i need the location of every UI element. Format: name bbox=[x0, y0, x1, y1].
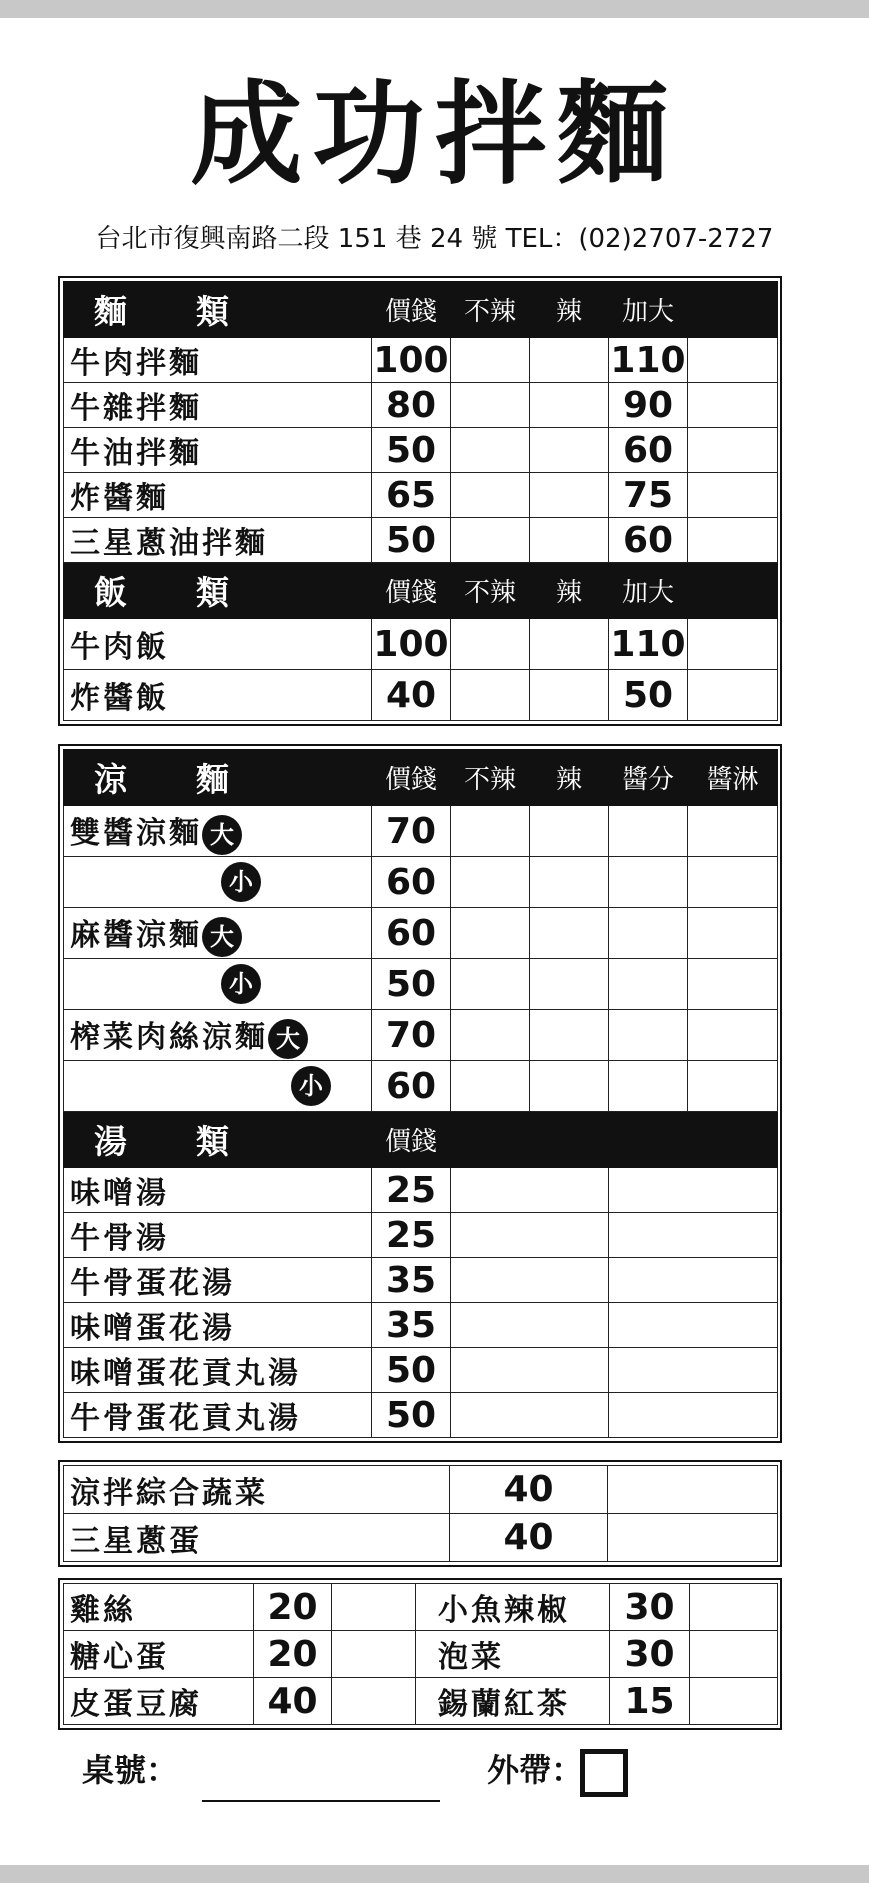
col-blank bbox=[688, 282, 778, 338]
item-name: 牛骨湯 bbox=[64, 1213, 372, 1258]
size-large-badge: 大 bbox=[268, 1019, 308, 1059]
item-name bbox=[64, 857, 372, 908]
item-price: 50 bbox=[372, 1348, 451, 1393]
menu-row bbox=[64, 428, 778, 473]
order-cell[interactable] bbox=[451, 1393, 609, 1438]
sauce-poured-cell[interactable] bbox=[688, 959, 778, 1010]
not-spicy-cell[interactable] bbox=[451, 857, 530, 908]
item-name bbox=[64, 1010, 372, 1061]
order-cell[interactable] bbox=[451, 1258, 609, 1303]
noodle-header-row bbox=[64, 282, 778, 338]
menu-row bbox=[64, 1466, 778, 1514]
menu-row bbox=[64, 670, 778, 721]
large-price: 110 bbox=[609, 619, 688, 670]
order-cell[interactable] bbox=[451, 1168, 609, 1213]
col-not-spicy: 不辣 bbox=[451, 282, 530, 338]
sauce-separate-cell[interactable] bbox=[609, 857, 688, 908]
item-name: 涼拌綜合蔬菜 bbox=[64, 1466, 450, 1514]
item-name: 牛骨蛋花湯 bbox=[64, 1258, 372, 1303]
footer bbox=[82, 1745, 583, 1791]
item-name: 三星蔥油拌麵 bbox=[64, 518, 372, 563]
order-cell[interactable] bbox=[609, 1348, 778, 1393]
not-spicy-cell[interactable] bbox=[451, 383, 530, 428]
item-price: 60 bbox=[372, 1061, 451, 1112]
size-large-badge: 大 bbox=[202, 917, 242, 957]
qty-cell[interactable] bbox=[332, 1678, 416, 1725]
item-price: 60 bbox=[372, 857, 451, 908]
col-blank bbox=[688, 563, 778, 619]
item-price: 40 bbox=[254, 1678, 332, 1725]
order-cell[interactable] bbox=[451, 1348, 609, 1393]
veg-section bbox=[58, 1460, 782, 1567]
item-price: 35 bbox=[372, 1303, 451, 1348]
header-blank bbox=[451, 1112, 778, 1168]
item-name: 炸醬飯 bbox=[64, 670, 372, 721]
col-price: 價錢 bbox=[372, 750, 451, 806]
item-name bbox=[64, 959, 372, 1010]
noodle-category-title: 麵 類 bbox=[64, 282, 372, 338]
item-name bbox=[64, 1061, 372, 1112]
spicy-cell[interactable] bbox=[530, 670, 609, 721]
item-name: 錫蘭紅茶 bbox=[416, 1678, 610, 1725]
menu-row bbox=[64, 1213, 778, 1258]
sauce-poured-cell[interactable] bbox=[688, 1010, 778, 1061]
spicy-cell[interactable] bbox=[530, 518, 609, 563]
item-name: 味噌湯 bbox=[64, 1168, 372, 1213]
item-price: 25 bbox=[372, 1168, 451, 1213]
spicy-cell[interactable] bbox=[530, 428, 609, 473]
menu-row bbox=[64, 1010, 778, 1061]
qty-cell[interactable] bbox=[688, 619, 778, 670]
sauce-poured-cell[interactable] bbox=[688, 857, 778, 908]
spicy-cell[interactable] bbox=[530, 1061, 609, 1112]
bottom-border-bar bbox=[0, 1865, 869, 1883]
item-name: 小魚辣椒 bbox=[416, 1584, 610, 1631]
spicy-cell[interactable] bbox=[530, 959, 609, 1010]
rice-header-row bbox=[64, 563, 778, 619]
item-name: 牛骨蛋花貢丸湯 bbox=[64, 1393, 372, 1438]
order-cell[interactable] bbox=[451, 1303, 609, 1348]
spicy-cell[interactable] bbox=[530, 806, 609, 857]
item-name: 糖心蛋 bbox=[64, 1631, 254, 1678]
sauce-poured-cell[interactable] bbox=[688, 908, 778, 959]
not-spicy-cell[interactable] bbox=[451, 806, 530, 857]
item-name: 炸醬麵 bbox=[64, 473, 372, 518]
item-price: 20 bbox=[254, 1584, 332, 1631]
item-price: 100 bbox=[372, 619, 451, 670]
soup-header-row bbox=[64, 1112, 778, 1168]
menu-row bbox=[64, 1631, 778, 1678]
sauce-separate-cell[interactable] bbox=[609, 1010, 688, 1061]
item-name: 牛雜拌麵 bbox=[64, 383, 372, 428]
order-cell[interactable] bbox=[609, 1393, 778, 1438]
qty-cell[interactable] bbox=[608, 1514, 778, 1562]
spicy-cell[interactable] bbox=[530, 1010, 609, 1061]
not-spicy-cell[interactable] bbox=[451, 959, 530, 1010]
col-price: 價錢 bbox=[372, 1112, 451, 1168]
not-spicy-cell[interactable] bbox=[451, 619, 530, 670]
not-spicy-cell[interactable] bbox=[451, 670, 530, 721]
spicy-cell[interactable] bbox=[530, 473, 609, 518]
cold-soup-section bbox=[58, 744, 782, 1443]
item-price: 70 bbox=[372, 806, 451, 857]
col-spicy: 辣 bbox=[530, 750, 609, 806]
order-cell[interactable] bbox=[451, 1213, 609, 1258]
item-price: 35 bbox=[372, 1258, 451, 1303]
menu-row bbox=[64, 1514, 778, 1562]
menu-row bbox=[64, 1678, 778, 1725]
menu-row bbox=[64, 338, 778, 383]
size-small-badge: 小 bbox=[291, 1066, 331, 1106]
menu-row bbox=[64, 857, 778, 908]
menu-row bbox=[64, 806, 778, 857]
qty-cell[interactable] bbox=[332, 1584, 416, 1631]
item-price: 50 bbox=[372, 428, 451, 473]
item-name: 皮蛋豆腐 bbox=[64, 1678, 254, 1725]
cold-item-name: 麻醬涼麵 bbox=[70, 917, 202, 953]
qty-cell[interactable] bbox=[332, 1631, 416, 1678]
menu-row bbox=[64, 1348, 778, 1393]
cold-category-title: 涼 麵 bbox=[64, 750, 372, 806]
cold-item-name: 雙醬涼麵 bbox=[70, 815, 202, 851]
spicy-cell[interactable] bbox=[530, 338, 609, 383]
item-price: 65 bbox=[372, 473, 451, 518]
large-price: 60 bbox=[609, 518, 688, 563]
not-spicy-cell[interactable] bbox=[451, 338, 530, 383]
qty-cell[interactable] bbox=[690, 1584, 778, 1631]
item-name: 味噌蛋花貢丸湯 bbox=[64, 1348, 372, 1393]
not-spicy-cell[interactable] bbox=[451, 518, 530, 563]
menu-row bbox=[64, 1168, 778, 1213]
sauce-separate-cell[interactable] bbox=[609, 806, 688, 857]
sides-section bbox=[58, 1578, 782, 1730]
spicy-cell[interactable] bbox=[530, 619, 609, 670]
item-price: 30 bbox=[610, 1584, 690, 1631]
size-small-badge: 小 bbox=[221, 964, 261, 1004]
menu-row bbox=[64, 959, 778, 1010]
qty-cell[interactable] bbox=[688, 518, 778, 563]
menu-row bbox=[64, 619, 778, 670]
item-price: 80 bbox=[372, 383, 451, 428]
qty-cell[interactable] bbox=[688, 473, 778, 518]
qty-cell[interactable] bbox=[608, 1466, 778, 1514]
col-large: 加大 bbox=[609, 282, 688, 338]
item-price: 50 bbox=[372, 518, 451, 563]
shop-address: 台北市復興南路二段 151 巷 24 號 TEL：(02)2707-2727 bbox=[95, 224, 774, 254]
item-name: 泡菜 bbox=[416, 1631, 610, 1678]
order-cell[interactable] bbox=[609, 1303, 778, 1348]
not-spicy-cell[interactable] bbox=[451, 1061, 530, 1112]
col-sauce-separate: 醬分 bbox=[609, 750, 688, 806]
col-large: 加大 bbox=[609, 563, 688, 619]
menu-row bbox=[64, 473, 778, 518]
qty-cell[interactable] bbox=[690, 1678, 778, 1725]
order-cell[interactable] bbox=[609, 1168, 778, 1213]
large-price: 110 bbox=[610, 339, 686, 381]
not-spicy-cell[interactable] bbox=[451, 1010, 530, 1061]
menu-row bbox=[64, 1584, 778, 1631]
col-price: 價錢 bbox=[372, 282, 451, 338]
menu-row bbox=[64, 1258, 778, 1303]
order-cell[interactable] bbox=[609, 1258, 778, 1303]
col-not-spicy: 不辣 bbox=[451, 750, 530, 806]
menu-row bbox=[64, 908, 778, 959]
menu-row bbox=[64, 1303, 778, 1348]
large-price: 90 bbox=[609, 383, 688, 428]
sauce-poured-cell[interactable] bbox=[688, 806, 778, 857]
noodle-rice-section bbox=[58, 276, 782, 726]
item-price: 60 bbox=[372, 908, 451, 959]
not-spicy-cell[interactable] bbox=[451, 473, 530, 518]
cold-header-row bbox=[64, 750, 778, 806]
item-price: 100 bbox=[373, 339, 449, 381]
table-number-field[interactable] bbox=[202, 1800, 440, 1802]
takeout-checkbox[interactable] bbox=[580, 1749, 628, 1797]
item-price: 25 bbox=[372, 1213, 451, 1258]
item-name: 味噌蛋花湯 bbox=[64, 1303, 372, 1348]
soup-category-title: 湯 類 bbox=[64, 1112, 372, 1168]
col-price: 價錢 bbox=[372, 563, 451, 619]
menu-row bbox=[64, 518, 778, 563]
item-price: 40 bbox=[450, 1466, 608, 1514]
menu-row bbox=[64, 1393, 778, 1438]
item-name: 牛油拌麵 bbox=[64, 428, 372, 473]
qty-cell[interactable] bbox=[688, 338, 778, 383]
table-number-label: 桌號： bbox=[82, 1751, 179, 1789]
item-name: 牛肉飯 bbox=[64, 619, 372, 670]
large-price: 60 bbox=[609, 428, 688, 473]
item-name: 雞絲 bbox=[64, 1584, 254, 1631]
item-name: 牛肉拌麵 bbox=[64, 338, 372, 383]
item-name bbox=[64, 908, 372, 959]
spicy-cell[interactable] bbox=[530, 857, 609, 908]
sauce-separate-cell[interactable] bbox=[609, 1061, 688, 1112]
cold-item-name: 榨菜肉絲涼麵 bbox=[70, 1019, 268, 1055]
menu-row bbox=[64, 383, 778, 428]
sauce-separate-cell[interactable] bbox=[609, 959, 688, 1010]
item-price: 30 bbox=[610, 1631, 690, 1678]
col-spicy: 辣 bbox=[530, 282, 609, 338]
size-large-badge: 大 bbox=[202, 815, 242, 855]
col-sauce-poured: 醬淋 bbox=[688, 750, 778, 806]
order-cell[interactable] bbox=[609, 1213, 778, 1258]
item-price: 50 bbox=[372, 1393, 451, 1438]
spicy-cell[interactable] bbox=[530, 908, 609, 959]
sauce-separate-cell[interactable] bbox=[609, 908, 688, 959]
item-price: 70 bbox=[372, 1010, 451, 1061]
col-not-spicy: 不辣 bbox=[451, 563, 530, 619]
item-name bbox=[64, 806, 372, 857]
large-price: 50 bbox=[609, 670, 688, 721]
top-border-bar bbox=[0, 0, 869, 18]
spicy-cell[interactable] bbox=[530, 383, 609, 428]
item-price: 50 bbox=[372, 959, 451, 1010]
qty-cell[interactable] bbox=[688, 383, 778, 428]
item-price: 40 bbox=[450, 1514, 608, 1562]
shop-name: 成功拌麵 bbox=[190, 69, 679, 200]
size-small-badge: 小 bbox=[221, 862, 261, 902]
not-spicy-cell[interactable] bbox=[451, 908, 530, 959]
not-spicy-cell[interactable] bbox=[451, 428, 530, 473]
item-price: 40 bbox=[372, 670, 451, 721]
large-price: 75 bbox=[609, 473, 688, 518]
takeout-label: 外帶： bbox=[487, 1751, 584, 1789]
qty-cell[interactable] bbox=[688, 428, 778, 473]
item-price: 20 bbox=[254, 1631, 332, 1678]
item-name: 三星蔥蛋 bbox=[64, 1514, 450, 1562]
sauce-poured-cell[interactable] bbox=[688, 1061, 778, 1112]
qty-cell[interactable] bbox=[690, 1631, 778, 1678]
rice-category-title: 飯 類 bbox=[64, 563, 372, 619]
item-price: 15 bbox=[610, 1678, 690, 1725]
menu-row bbox=[64, 1061, 778, 1112]
qty-cell[interactable] bbox=[688, 670, 778, 721]
col-spicy: 辣 bbox=[530, 563, 609, 619]
